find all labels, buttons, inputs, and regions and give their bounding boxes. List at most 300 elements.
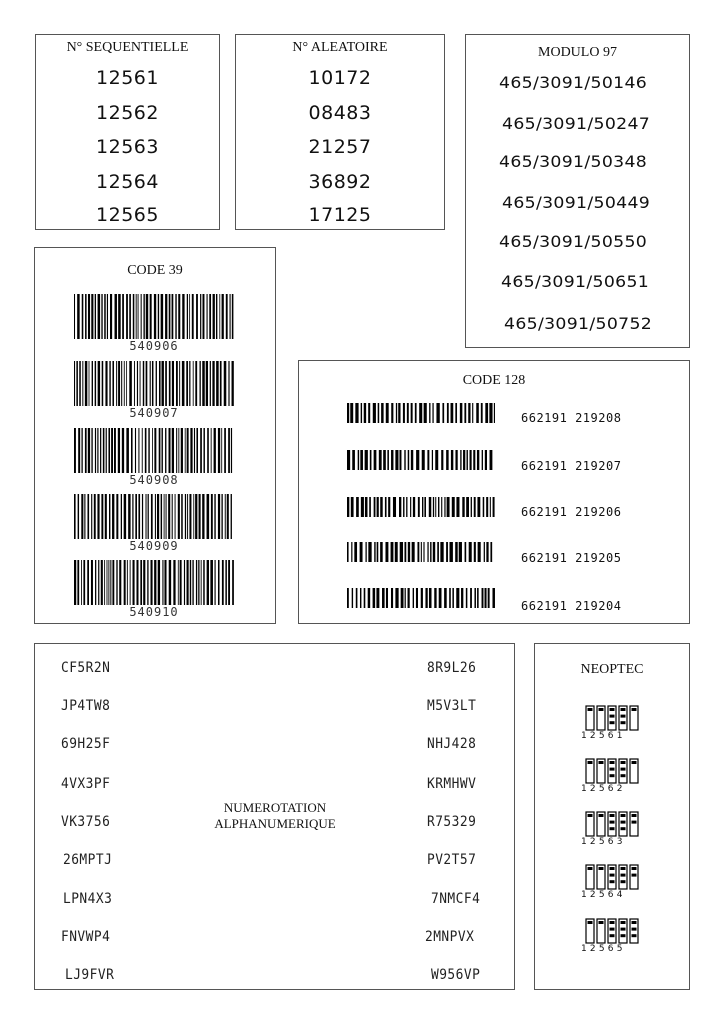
barcode-bar xyxy=(175,294,176,339)
barcode-bar xyxy=(207,428,209,473)
neoptec-cells-svg xyxy=(585,705,641,733)
modulo97-number: 465/3091/50752 xyxy=(504,314,653,333)
neoptec-code xyxy=(581,918,641,958)
barcode-bar xyxy=(219,294,220,339)
barcode-bar xyxy=(489,403,492,423)
barcode-bar xyxy=(112,361,114,406)
barcode-bar xyxy=(399,497,401,517)
barcode-bar xyxy=(98,560,99,605)
barcode-bar xyxy=(79,361,81,406)
barcode-bar xyxy=(124,361,125,406)
barcode-bar xyxy=(492,588,494,608)
barcode-bar xyxy=(451,403,454,423)
barcode-bar xyxy=(387,450,389,470)
barcode-bar xyxy=(474,588,476,608)
barcode-bar xyxy=(162,361,164,406)
barcode-bar xyxy=(365,497,368,517)
barcode-bar xyxy=(226,294,228,339)
barcode-bar xyxy=(386,588,388,608)
barcode-bar xyxy=(214,428,216,473)
barcode-bar xyxy=(101,494,103,539)
code39-title: CODE 39 xyxy=(127,263,183,278)
barcode-bar xyxy=(102,361,104,406)
neoptec-cell-mark xyxy=(621,827,626,830)
sequentielle-number: 12564 xyxy=(96,171,159,193)
barcode-bar xyxy=(122,294,124,339)
barcode-bar xyxy=(449,588,451,608)
barcode-bar xyxy=(429,497,432,517)
barcode-bar xyxy=(136,560,138,605)
barcode-bar xyxy=(112,560,114,605)
barcode-bar xyxy=(118,361,120,406)
barcode-bar xyxy=(440,542,443,562)
modulo97-number: 465/3091/50146 xyxy=(499,73,648,92)
barcode-bar xyxy=(91,494,92,539)
barcode-bar xyxy=(194,428,195,473)
barcode-bar xyxy=(103,428,105,473)
code128-barcode xyxy=(347,497,495,517)
modulo97-number: 465/3091/50247 xyxy=(502,114,651,133)
barcode-bar xyxy=(156,361,157,406)
barcode-bar xyxy=(441,450,443,470)
barcode-bar xyxy=(470,450,472,470)
barcode-bar xyxy=(461,588,463,608)
code39-barcode xyxy=(74,560,234,619)
neoptec-cell-mark xyxy=(610,715,615,718)
sequentielle-number: 12563 xyxy=(96,136,159,158)
alphanum-label-line1: NUMEROTATION xyxy=(223,800,327,815)
neoptec-title: NEOPTEC xyxy=(580,662,644,677)
barcode-bar xyxy=(161,294,164,339)
code39-barcode-text: 540908 xyxy=(129,473,179,487)
barcode-bar xyxy=(374,497,376,517)
modulo97-number: 465/3091/50348 xyxy=(499,152,648,171)
barcode-bar xyxy=(347,497,349,517)
barcode-bar xyxy=(77,294,79,339)
barcode-bar xyxy=(207,560,209,605)
barcode-bar xyxy=(416,450,419,470)
neoptec-cell-mark xyxy=(599,867,604,870)
neoptec-cell-mark xyxy=(621,814,626,817)
barcode-bar xyxy=(232,560,234,605)
barcode-bar xyxy=(231,428,232,473)
barcode-bar xyxy=(190,560,191,605)
barcode-bar xyxy=(460,450,461,470)
barcode-bar xyxy=(411,450,413,470)
barcode-bar xyxy=(418,497,420,517)
barcode-bar xyxy=(108,428,110,473)
barcode-bar xyxy=(429,588,432,608)
barcode-bar xyxy=(203,428,204,473)
barcode-bar xyxy=(126,361,127,406)
barcode-bar xyxy=(442,403,444,423)
modulo97-number: 465/3091/50449 xyxy=(502,193,651,212)
barcode-bar xyxy=(462,497,464,517)
barcode-bar xyxy=(213,294,215,339)
barcode-bar xyxy=(210,361,211,406)
barcode-bar xyxy=(469,542,472,562)
barcode-bar xyxy=(130,560,131,605)
barcode-bar xyxy=(143,361,144,406)
alphanum-right-code: 7NMCF4 xyxy=(431,891,481,907)
barcode-bar xyxy=(77,560,79,605)
barcode-bar xyxy=(142,494,143,539)
barcode-bar xyxy=(119,560,121,605)
barcode-bar xyxy=(172,494,173,539)
neoptec-digits: 12561 xyxy=(581,731,626,741)
barcode-bar xyxy=(187,494,188,539)
neoptec-cell-mark xyxy=(610,814,615,817)
barcode-bar xyxy=(466,497,469,517)
barcode-bar xyxy=(104,560,105,605)
barcode-bar xyxy=(89,361,90,406)
barcode-bar xyxy=(169,428,171,473)
barcode-bar xyxy=(398,403,400,423)
barcode-bar xyxy=(111,428,113,473)
code39-barcode-bars xyxy=(74,494,234,539)
barcode-bar xyxy=(356,588,358,608)
code128-barcode-bars xyxy=(347,497,495,517)
barcode-bar xyxy=(168,494,170,539)
barcode-bar xyxy=(203,294,205,339)
barcode-bar xyxy=(172,428,174,473)
barcode-bar xyxy=(369,497,371,517)
barcode-bar xyxy=(74,361,75,406)
barcode-bar xyxy=(395,450,398,470)
neoptec-digits: 12562 xyxy=(581,784,626,794)
barcode-bar xyxy=(218,494,220,539)
modulo97-number: 465/3091/50651 xyxy=(501,272,650,291)
alphanum-left-code: FNVWP4 xyxy=(61,929,111,945)
barcode-bar xyxy=(166,494,167,539)
neoptec-cell-mark xyxy=(610,774,615,777)
barcode-bar xyxy=(151,560,153,605)
neoptec-code xyxy=(581,864,641,904)
code39-barcode xyxy=(74,361,234,420)
barcode-bar xyxy=(134,361,135,406)
neoptec-cell-mark xyxy=(621,821,626,824)
barcode-bar xyxy=(485,450,487,470)
barcode-bar xyxy=(143,294,144,339)
neoptec-cell-mark xyxy=(621,921,626,924)
neoptec-cells-svg xyxy=(585,918,641,946)
barcode-bar xyxy=(201,560,202,605)
neoptec-cell-mark xyxy=(588,814,593,817)
aleatoire-number: 08483 xyxy=(308,102,372,124)
barcode-bar xyxy=(132,494,133,539)
barcode-bar xyxy=(193,494,194,539)
barcode-bar xyxy=(211,428,212,473)
aleatoire-number: 36892 xyxy=(308,171,372,193)
code128-barcode-bars xyxy=(347,450,495,470)
neoptec-digits: 12564 xyxy=(581,890,626,900)
barcode-bar xyxy=(85,428,87,473)
neoptec-cell-mark xyxy=(610,874,615,877)
neoptec-cell-mark xyxy=(610,934,615,937)
barcode-bar xyxy=(211,494,213,539)
neoptec-cells-svg xyxy=(585,864,641,892)
barcode-bar xyxy=(408,588,410,608)
barcode-bar xyxy=(225,560,226,605)
barcode-bar xyxy=(395,588,398,608)
barcode-bar xyxy=(417,542,419,562)
barcode-bar xyxy=(455,450,457,470)
barcode-bar xyxy=(467,450,468,470)
barcode-bar xyxy=(101,294,102,339)
barcode-bar xyxy=(82,294,84,339)
barcode-bar xyxy=(352,588,353,608)
neoptec-cell-mark xyxy=(610,928,615,931)
code128-barcode xyxy=(347,588,495,608)
barcode-bar xyxy=(485,588,487,608)
barcode-bar xyxy=(76,361,78,406)
barcode-bar xyxy=(485,403,488,423)
barcode-bar xyxy=(154,428,156,473)
barcode-bar xyxy=(474,542,476,562)
barcode-bar xyxy=(107,294,108,339)
barcode-bar xyxy=(88,428,90,473)
barcode-bar xyxy=(434,588,436,608)
modulo97-title: MODULO 97 xyxy=(538,45,617,60)
barcode-bar xyxy=(441,497,442,517)
barcode-bar xyxy=(408,542,410,562)
barcode-bar xyxy=(209,294,211,339)
neoptec-cell-mark xyxy=(621,880,626,883)
neoptec-cell-mark xyxy=(610,821,615,824)
barcode-bar xyxy=(82,361,83,406)
barcode-bar xyxy=(432,450,433,470)
barcode-bar xyxy=(95,294,96,339)
neoptec-cell-mark xyxy=(632,921,637,924)
barcode-bar xyxy=(165,294,167,339)
barcode-bar xyxy=(94,494,96,539)
barcode-bar xyxy=(210,560,213,605)
barcode-bar xyxy=(432,403,433,423)
sequentielle-number: 12561 xyxy=(96,67,159,89)
barcode-bar xyxy=(412,542,415,562)
barcode-bar xyxy=(364,403,366,423)
barcode-bar xyxy=(187,560,189,605)
barcode-bar xyxy=(376,588,379,608)
barcode-bar xyxy=(374,542,375,562)
barcode-bar xyxy=(189,494,191,539)
barcode-bar xyxy=(482,588,484,608)
neoptec-cell-mark xyxy=(632,761,637,764)
barcode-bar xyxy=(216,294,217,339)
barcode-bar xyxy=(110,560,111,605)
neoptec-cell-mark xyxy=(621,715,626,718)
barcode-bar xyxy=(350,403,353,423)
neoptec-cell-mark xyxy=(610,880,615,883)
alphanum-right-code: R75329 xyxy=(427,814,477,830)
barcode-bar xyxy=(452,497,455,517)
aleatoire-number: 21257 xyxy=(308,136,372,158)
sequentielle-title: N° SEQUENTIELLE xyxy=(66,40,189,55)
neoptec-cell-mark xyxy=(632,821,637,824)
barcode-bar xyxy=(87,494,89,539)
barcode-bar xyxy=(165,361,167,406)
barcode-bar xyxy=(464,403,466,423)
barcode-bar xyxy=(493,497,495,517)
barcode-bar xyxy=(484,542,485,562)
barcode-bar xyxy=(193,361,194,406)
sequentielle-panel xyxy=(35,34,220,230)
barcode-bar xyxy=(159,361,161,406)
barcode-bar xyxy=(152,361,154,406)
barcode-bar xyxy=(143,560,145,605)
neoptec-cells-svg xyxy=(585,758,641,786)
barcode-bar xyxy=(162,428,163,473)
barcode-bar xyxy=(483,497,485,517)
barcode-bar xyxy=(391,403,393,423)
barcode-bar xyxy=(490,542,492,562)
code128-barcode-bars xyxy=(347,542,495,562)
barcode-bar xyxy=(232,294,234,339)
barcode-bar xyxy=(172,294,174,339)
barcode-bar xyxy=(116,361,117,406)
barcode-bar xyxy=(224,428,226,473)
barcode-bar xyxy=(98,361,100,406)
barcode-bar xyxy=(347,588,349,608)
barcode-bar xyxy=(355,403,358,423)
barcode-bar xyxy=(446,542,448,562)
neoptec-cells-svg xyxy=(585,811,641,839)
barcode-bar xyxy=(391,542,394,562)
barcode-bar xyxy=(91,428,92,473)
barcode-bar xyxy=(436,403,439,423)
barcode-bar xyxy=(97,494,99,539)
aleatoire-number: 17125 xyxy=(308,204,372,226)
barcode-bar xyxy=(347,450,350,470)
code128-barcode xyxy=(347,450,495,470)
barcode-bar xyxy=(374,450,377,470)
barcode-bar xyxy=(421,542,422,562)
barcode-bar xyxy=(203,560,204,605)
barcode-bar xyxy=(165,428,166,473)
barcode-bar xyxy=(138,494,140,539)
barcode-bar xyxy=(411,403,413,423)
barcode-bar xyxy=(129,294,131,339)
code39-barcode xyxy=(74,294,234,353)
barcode-bar xyxy=(128,494,130,539)
barcode-bar xyxy=(150,294,152,339)
barcode-bar xyxy=(78,494,79,539)
barcode-bar xyxy=(351,497,354,517)
neoptec-cell-mark xyxy=(610,768,615,771)
barcode-bar xyxy=(230,294,231,339)
barcode-bar xyxy=(465,542,467,562)
barcode-bar xyxy=(437,542,439,562)
barcode-bar xyxy=(159,428,161,473)
barcode-bar xyxy=(396,403,397,423)
barcode-bar xyxy=(415,403,417,423)
code128-barcode-bars xyxy=(347,588,495,608)
code128-barcode xyxy=(347,542,495,562)
barcode-bar xyxy=(354,542,357,562)
barcode-bar xyxy=(92,361,93,406)
barcode-bar xyxy=(221,428,222,473)
aleatoire-panel xyxy=(235,34,445,230)
barcode-bar xyxy=(122,428,124,473)
barcode-bar xyxy=(202,361,204,406)
barcode-bar xyxy=(383,450,386,470)
modulo97-panel xyxy=(465,34,690,348)
barcode-bar xyxy=(81,494,83,539)
barcode-bar xyxy=(466,588,468,608)
barcode-bar xyxy=(456,497,459,517)
barcode-bar xyxy=(347,542,349,562)
barcode-bar xyxy=(148,494,149,539)
neoptec-digits: 12563 xyxy=(581,837,626,847)
neoptec-cell-mark xyxy=(588,708,593,711)
barcode-bar xyxy=(185,494,186,539)
neoptec-cell-mark xyxy=(621,934,626,937)
barcode-bar xyxy=(401,588,404,608)
barcode-bar xyxy=(187,294,188,339)
barcode-bar xyxy=(373,403,376,423)
barcode-bar xyxy=(85,294,87,339)
barcode-bar xyxy=(218,560,220,605)
barcode-bar xyxy=(228,428,230,473)
neoptec-cell-mark xyxy=(610,827,615,830)
barcode-bar xyxy=(368,542,371,562)
barcode-bar xyxy=(124,560,126,605)
barcode-bar xyxy=(439,588,442,608)
neoptec-cells xyxy=(585,705,641,733)
barcode-bar xyxy=(378,403,380,423)
barcode-bar xyxy=(172,361,174,406)
barcode-bar xyxy=(444,588,447,608)
neoptec-cell-mark xyxy=(599,814,604,817)
aleatoire-title: N° ALEATOIRE xyxy=(292,40,388,55)
barcode-bar xyxy=(105,361,107,406)
barcode-bar xyxy=(184,560,185,605)
barcode-bar xyxy=(365,542,366,562)
barcode-bar xyxy=(427,450,429,470)
barcode-bar xyxy=(146,294,148,339)
barcode-bar xyxy=(95,361,96,406)
barcode-bar xyxy=(109,361,110,406)
barcode-bar xyxy=(110,294,112,339)
barcode-bar xyxy=(141,294,142,339)
neoptec-cell-mark xyxy=(588,867,593,870)
barcode-bar xyxy=(476,403,479,423)
barcode-bar xyxy=(404,542,406,562)
code128-text: 662191 219206 xyxy=(521,505,622,519)
sequentielle-number: 12562 xyxy=(96,102,159,124)
barcode-bar xyxy=(358,450,359,470)
barcode-bar xyxy=(179,361,180,406)
barcode-bar xyxy=(118,428,120,473)
barcode-bar xyxy=(192,294,194,339)
barcode-bar xyxy=(381,403,383,423)
barcode-bar xyxy=(444,497,445,517)
barcode-bar xyxy=(169,560,171,605)
barcode-bar xyxy=(178,494,180,539)
barcode-bar xyxy=(200,428,202,473)
barcode-bar xyxy=(164,560,166,605)
barcode-bar xyxy=(182,361,185,406)
barcode-bar xyxy=(140,361,141,406)
alphanum-left-code: VK3756 xyxy=(61,814,111,830)
barcode-bar xyxy=(360,588,361,608)
barcode-bar xyxy=(154,560,156,605)
barcode-bar xyxy=(169,361,171,406)
code39-barcode xyxy=(74,428,234,487)
barcode-bar xyxy=(129,361,132,406)
neoptec-cell-mark xyxy=(632,928,637,931)
code39-panel xyxy=(34,247,276,624)
